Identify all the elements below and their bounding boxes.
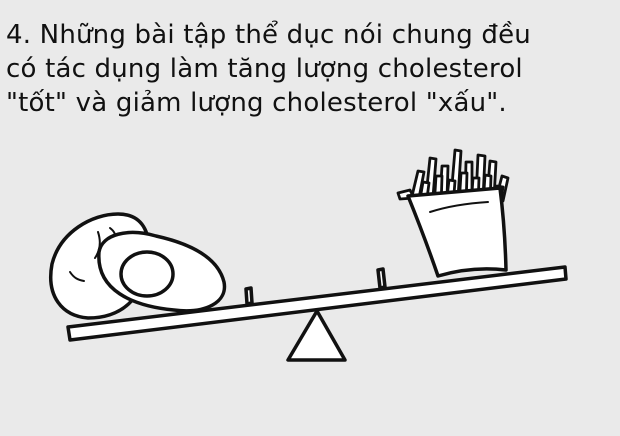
peg-left: [246, 288, 252, 304]
peg-right: [378, 269, 385, 288]
avocado-pit: [121, 252, 173, 296]
caption-line-3: "tốt" và giảm lượng cholesterol "xấu".: [6, 88, 507, 118]
caption-line-1: 4. Những bài tập thể dục nói chung đều: [6, 20, 531, 50]
french-fries-icon: [398, 150, 508, 276]
avocado-icon: [51, 214, 225, 318]
caption-line-2: có tác dụng làm tăng lượng cholesterol: [6, 54, 523, 84]
fulcrum-triangle: [288, 311, 345, 360]
